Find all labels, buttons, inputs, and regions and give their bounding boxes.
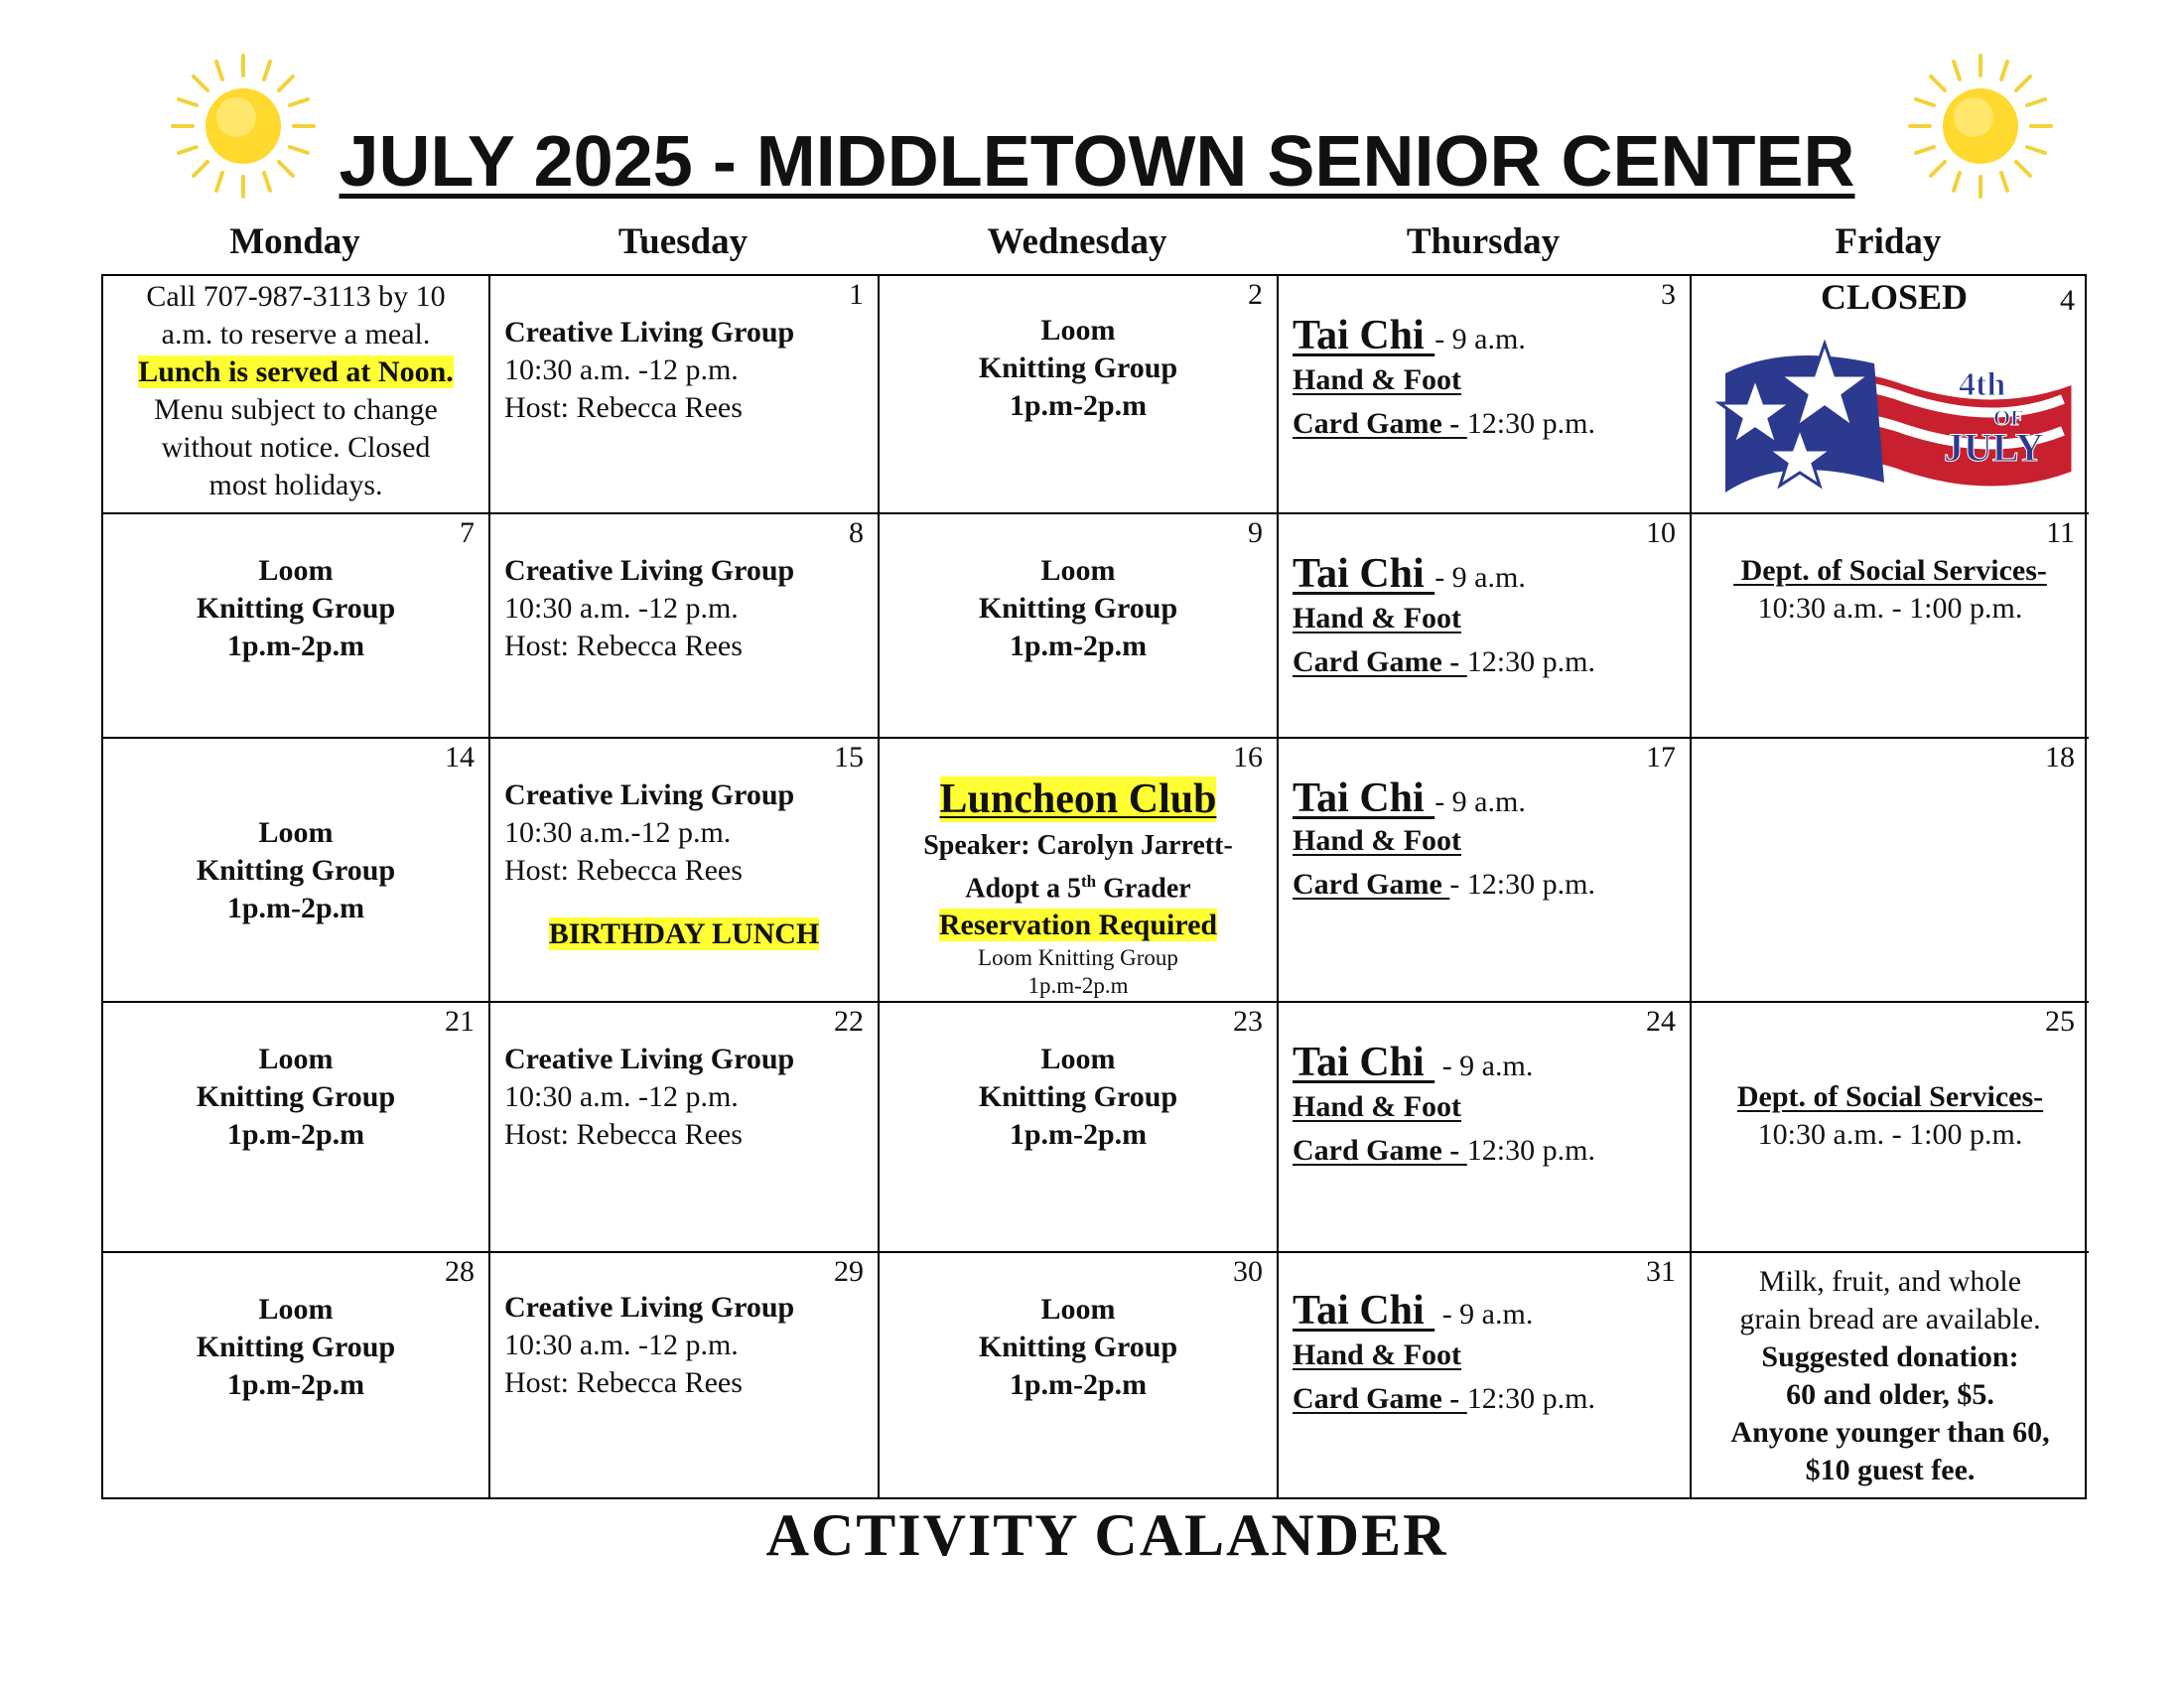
social-services-title: Dept. of Social Services- [1733,554,2047,587]
meal-info-text: a.m. to reserve a meal. [161,318,431,351]
date-number: 8 [849,516,864,549]
event-title: Knitting Group [196,1331,396,1363]
event-title: Creative Living Group [504,1291,795,1324]
page-title: JULY 2025 - MIDDLETOWN SENIOR CENTER [339,122,1855,202]
event-time: 10:30 a.m. -12 p.m. [504,353,739,386]
date-number: 15 [834,741,864,774]
flag-text: JULY [1944,425,2044,470]
event-title: Knitting Group [196,592,396,625]
date-number: 1 [849,278,864,311]
event-title: Loom [258,816,334,849]
closed-label: CLOSED [1821,277,1969,317]
event-time: 10:30 a.m. -12 p.m. [504,1080,739,1113]
event-title: Knitting Group [196,1080,396,1113]
cell-week5-friday [1692,1253,2089,1499]
card-game-title: Card Game - [1293,1382,1467,1415]
day-friday: Friday [1835,221,1942,262]
cell-july-17 [1279,739,1692,1003]
flag-text: 4th [1959,366,2006,403]
cell-july-23 [880,1003,1279,1253]
event-time: 1p.m-2p.m [1027,973,1129,999]
event-host: Host: Rebecca Rees [504,1366,743,1399]
tai-chi-title: Tai Chi [1293,1040,1435,1085]
date-number: 24 [1646,1005,1676,1038]
lunch-served-highlight: Lunch is served at Noon. [138,355,454,388]
meal-info-text: most holidays. [208,469,383,501]
day-thursday: Thursday [1406,221,1561,262]
event-title: Creative Living Group [504,778,795,811]
card-game-title: Card Game - [1293,407,1467,440]
date-number: 17 [1646,741,1676,774]
event-time: 12:30 p.m. [1466,407,1595,440]
event-time: - 9 a.m. [1434,1050,1534,1082]
cell-july-16 [880,739,1279,1003]
event-time: 1p.m-2p.m [226,892,365,924]
cell-july-10 [1279,514,1692,739]
adopt-text: Grader [1096,873,1191,905]
date-number: 14 [445,741,475,774]
birthday-lunch-highlight: BIRTHDAY LUNCH [548,917,820,950]
event-time: - 9 a.m. [1434,561,1526,594]
cell-week1-monday [103,276,490,514]
event-time: 1p.m-2p.m [226,1368,365,1401]
donation-info-text: Suggested donation: [1761,1340,2019,1373]
date-number: 18 [2045,741,2075,774]
calendar-grid [101,274,2087,1499]
event-host: Host: Rebecca Rees [504,1118,743,1151]
date-number: 25 [2045,1005,2075,1038]
event-time: - 12:30 p.m. [1449,868,1595,901]
social-services-title: Dept. of Social Services- [1736,1080,2044,1113]
event-title: Knitting Group [978,592,1178,625]
event-title: Loom [1040,1043,1116,1075]
cell-july-14 [103,739,490,1003]
cell-july-8 [490,514,880,739]
event-time: 1p.m-2p.m [1009,630,1148,662]
date-number: 4 [2060,284,2075,317]
date-number: 22 [834,1005,864,1038]
donation-info-text: $10 guest fee. [1805,1454,1976,1486]
date-number: 10 [1646,516,1676,549]
tai-chi-title: Tai Chi [1293,775,1435,821]
card-game-title: Card Game [1293,868,1450,901]
day-wednesday: Wednesday [987,221,1167,262]
meal-info-text: Call 707-987-3113 by 10 [146,280,446,313]
event-host: Host: Rebecca Rees [504,630,743,662]
hand-foot-title: Hand & Foot [1293,1338,1462,1371]
event-time: - 9 a.m. [1434,785,1526,818]
event-time: - 9 a.m. [1434,323,1526,355]
luncheon-club-highlight: Luncheon Club [939,776,1217,822]
event-host: Host: Rebecca Rees [504,854,743,887]
hand-foot-title: Hand & Foot [1293,363,1462,396]
date-number: 3 [1661,278,1676,311]
date-number: 23 [1233,1005,1263,1038]
date-number: 29 [834,1255,864,1288]
date-number: 21 [445,1005,475,1038]
speaker-text: Speaker: Carolyn Jarrett- [923,830,1233,861]
reservation-required-highlight: Reservation Required [938,909,1218,942]
hand-foot-title: Hand & Foot [1293,824,1462,857]
event-title: Knitting Group [196,854,396,887]
event-title: Creative Living Group [504,554,795,587]
event-time: 1p.m-2p.m [1009,1368,1148,1401]
adopt-text: Adopt a 5 [965,873,1081,905]
adopt-text: th [1080,872,1097,891]
meal-info-text: Menu subject to change [154,393,438,426]
event-time: 12:30 p.m. [1466,645,1595,678]
event-time: 1p.m-2p.m [226,630,365,662]
event-time: 10:30 a.m. - 1:00 p.m. [1757,1118,2023,1151]
event-time: 10:30 a.m. -12 p.m. [504,1329,739,1361]
flag-text: OF [1993,405,2024,430]
event-title: Creative Living Group [504,316,795,349]
event-title: Loom [1040,314,1116,347]
event-title: Loom [258,554,334,587]
event-title: Knitting Group [978,1331,1178,1363]
cell-july-29 [490,1253,880,1499]
hand-foot-title: Hand & Foot [1293,1090,1462,1123]
cell-july-18 [1692,739,2089,1003]
card-game-title: Card Game - [1293,645,1467,678]
date-number: 11 [2046,516,2075,549]
event-time: 1p.m-2p.m [1009,389,1148,422]
date-number: 31 [1646,1255,1676,1288]
day-monday: Monday [229,221,360,262]
cell-july-7 [103,514,490,739]
fourth-of-july-flag-icon [1706,324,2083,502]
cell-july-25 [1692,1003,2089,1253]
tai-chi-title: Tai Chi [1293,551,1435,597]
cell-july-30 [880,1253,1279,1499]
event-title: Creative Living Group [504,1043,795,1075]
date-number: 2 [1248,278,1263,311]
tai-chi-title: Tai Chi [1293,313,1435,358]
donation-info-text: grain bread are available. [1739,1303,2041,1336]
donation-info-text: Milk, fruit, and whole [1758,1265,2022,1298]
cell-july-21 [103,1003,490,1253]
event-time: 12:30 p.m. [1466,1134,1595,1167]
tai-chi-title: Tai Chi [1293,1288,1435,1334]
event-time: - 9 a.m. [1434,1298,1534,1331]
cell-july-24 [1279,1003,1692,1253]
cell-july-3 [1279,276,1692,514]
meal-info-text: without notice. Closed [161,431,431,464]
event-time: 1p.m-2p.m [1009,1118,1148,1151]
event-title: Loom [258,1293,334,1326]
date-number: 9 [1248,516,1263,549]
event-title: Loom [1040,1293,1116,1326]
event-time: 10:30 a.m. -12 p.m. [504,592,739,625]
event-title: Loom Knitting Group [978,945,1178,971]
hand-foot-title: Hand & Foot [1293,602,1462,634]
event-time: 10:30 a.m. - 1:00 p.m. [1757,592,2023,625]
event-host: Host: Rebecca Rees [504,391,743,424]
event-time: 1p.m-2p.m [226,1118,365,1151]
donation-info-text: 60 and older, $5. [1786,1378,1994,1411]
event-title: Loom [258,1043,334,1075]
cell-july-22 [490,1003,880,1253]
cell-july-15 [490,739,880,1003]
date-number: 16 [1233,741,1263,774]
cell-july-2 [880,276,1279,514]
event-title: Loom [1040,554,1116,587]
event-title: Knitting Group [978,352,1178,384]
event-time: 12:30 p.m. [1466,1382,1595,1415]
donation-info-text: Anyone younger than 60, [1730,1416,2050,1449]
date-number: 30 [1233,1255,1263,1288]
day-tuesday: Tuesday [617,221,749,262]
event-time: 10:30 a.m.-12 p.m. [504,816,732,849]
date-number: 7 [460,516,475,549]
cell-july-4 [1692,276,2089,514]
cell-july-9 [880,514,1279,739]
cell-july-1 [490,276,880,514]
date-number: 28 [445,1255,475,1288]
cell-july-11 [1692,514,2089,739]
footer-title: ACTIVITY CALANDER [765,1502,1448,1568]
event-title: Knitting Group [978,1080,1178,1113]
cell-july-31 [1279,1253,1692,1499]
card-game-title: Card Game - [1293,1134,1467,1167]
cell-july-28 [103,1253,490,1499]
